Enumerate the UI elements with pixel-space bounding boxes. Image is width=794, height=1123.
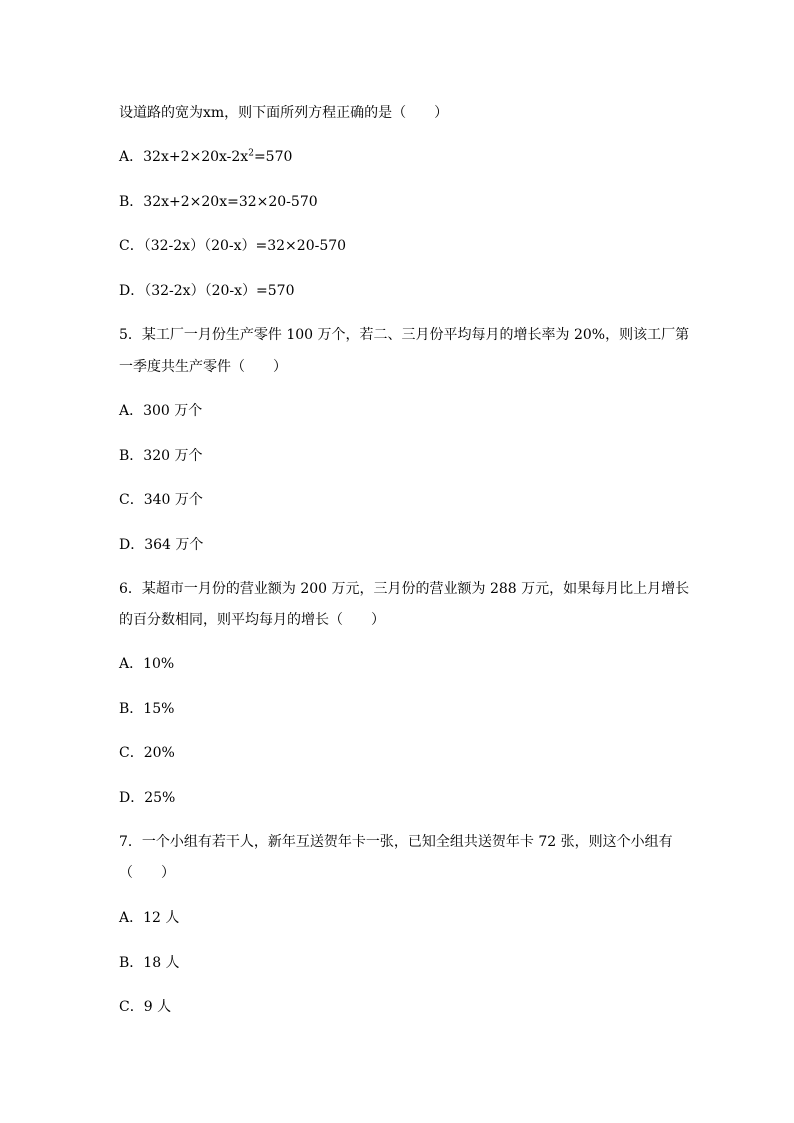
q6-stem-line1: 6．某超市一月份的营业额为 200 万元，三月份的营业额为 288 万元，如果每月比上月增长 [119,581,690,597]
q4-option-a-text: 32x+2×20x-2x [143,149,249,165]
q7-stem-line2: （ ） [119,865,175,881]
q4-option-a [119,147,292,167]
q5-option-c: C．340 万个 [119,492,203,508]
q4-option-b-text: 32x+2×20x=32×20-570 [143,194,318,210]
q4-option-c [119,236,346,256]
q5-stem-line2: 一季度共生产零件（ ） [119,359,287,375]
q6-stem-line2: 的百分数相同，则平均每月的增长（ ） [119,612,385,628]
q6-option-b: B．15% [119,701,175,717]
q4-option-a-text-end: =570 [253,149,293,165]
q4-option-d [119,281,294,301]
q6-option-c: C．20% [119,745,175,761]
q5-option-b: B．320 万个 [119,448,203,464]
q7-option-b: B．18 人 [119,955,180,971]
q7-option-c: C．9 人 [119,999,172,1015]
q4-option-a-exponent: 2 [248,148,254,159]
q6-option-d: D．25% [119,790,176,806]
q6-option-a: A．10% [119,656,175,672]
q4-option-a-label: A． [119,149,144,165]
q7-stem-line1: 7．一个小组有若干人，新年互送贺年卡一张，已知全组共送贺年卡 72 张，则这个小组有 [119,834,673,850]
q4-stem-tail: 设道路的宽为xm，则下面所列方程正确的是（ ） [119,105,449,121]
q4-option-b [119,192,318,212]
q5-option-d: D．364 万个 [119,537,204,553]
q4-option-d-label: D． [119,283,145,299]
q4-option-b-label: B． [119,194,144,210]
q5-option-a: A．300 万个 [119,403,203,419]
q5-stem-line1: 5．某工厂一月份生产零件 100 万个，若二、三月份平均每月的增长率为 20%，则该工厂第 [119,327,690,343]
q7-option-a: A．12 人 [119,910,180,926]
q4-option-d-text: （32-2x）（20-x）=570 [144,283,295,299]
q4-option-c-label: C． [119,238,144,254]
q4-option-c-text: （32-2x）（20-x）=32×20-570 [143,238,347,254]
